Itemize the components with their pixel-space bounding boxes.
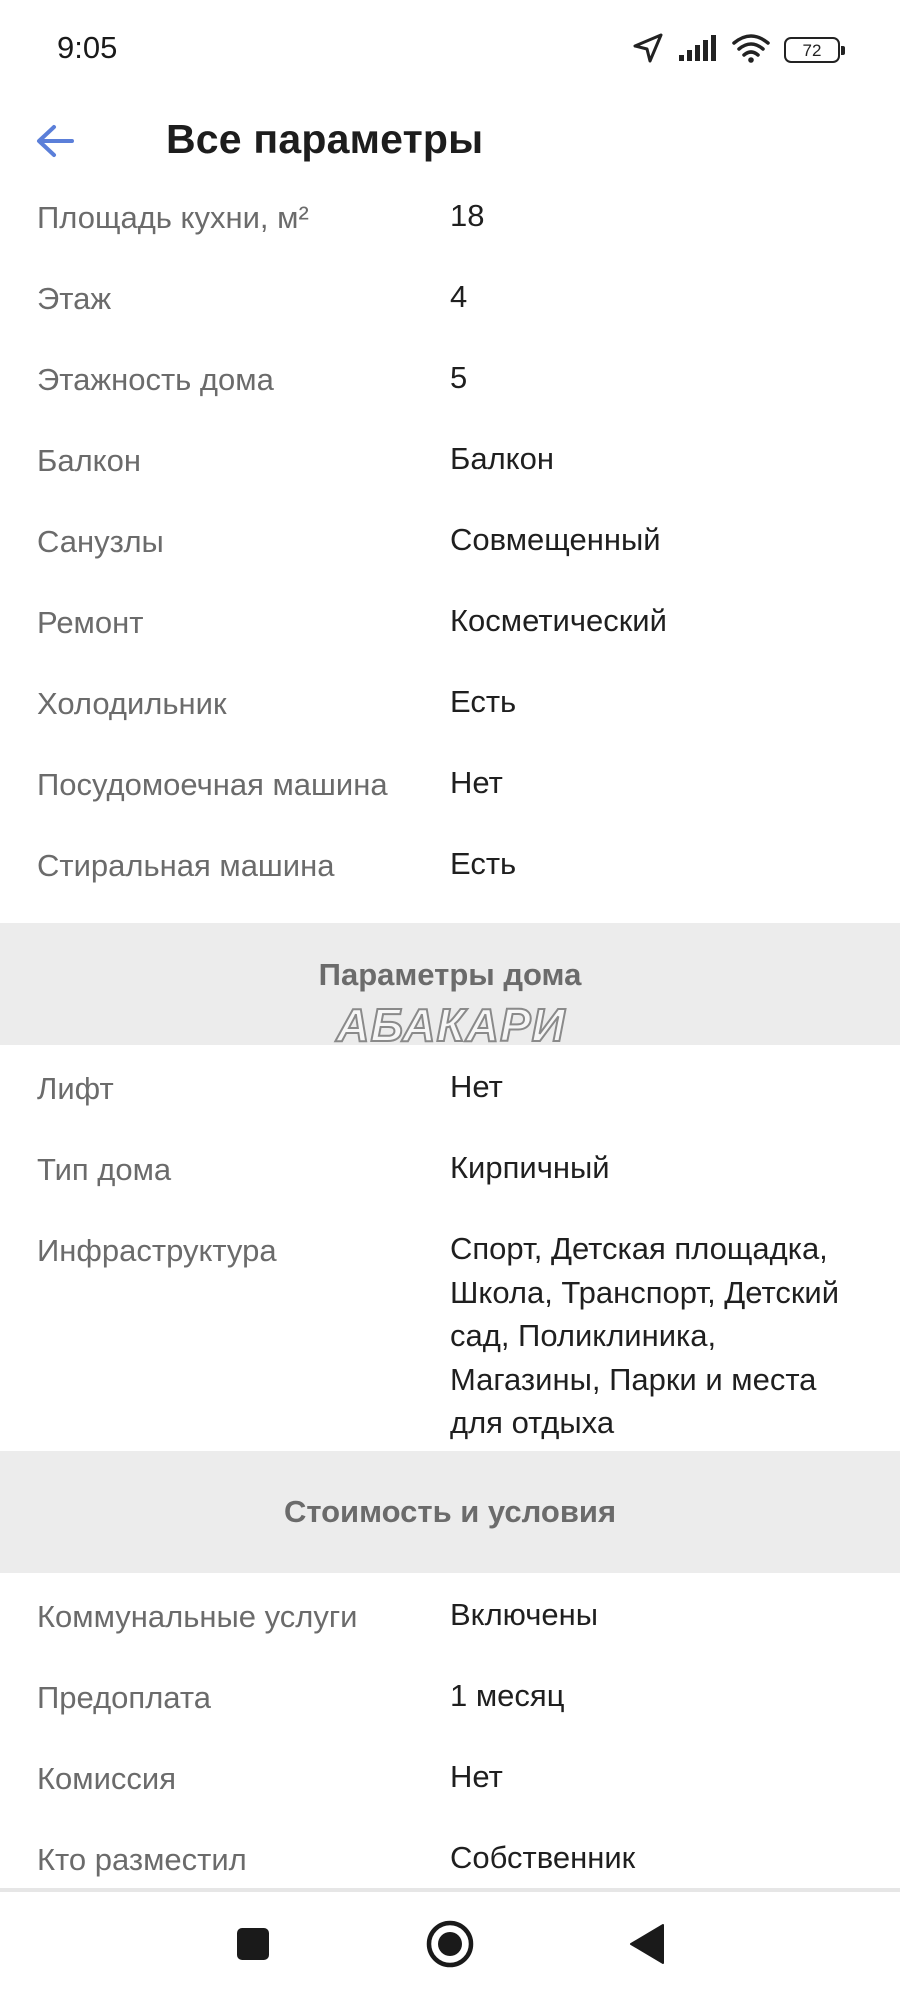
back-button[interactable] (22, 112, 88, 170)
system-nav-bar (0, 1892, 900, 2000)
param-value: Есть (450, 846, 517, 881)
parameters-list (0, 178, 900, 1901)
house-params-group (0, 1045, 900, 1451)
param-label: Кто разместил (37, 1842, 247, 1877)
recent-apps-button[interactable] (218, 1914, 288, 1974)
param-value: Нет (450, 765, 503, 800)
location-arrow-icon (632, 32, 664, 69)
back-triangle-icon (628, 1923, 666, 1965)
param-value: 5 (450, 360, 468, 395)
param-value: Кирпичный (450, 1150, 610, 1185)
param-label: Этажность дома (37, 362, 274, 397)
param-row (0, 1211, 900, 1451)
param-value: Собственник (450, 1840, 636, 1875)
param-label: Предоплата (37, 1680, 211, 1715)
param-label: Холодильник (37, 686, 227, 721)
param-label: Этаж (37, 281, 112, 316)
param-value: 18 (450, 198, 485, 233)
param-value: Спорт, Детская площадка, Школа, Транспорт, Детский сад, Поликлиника, Магазины, Парки и места для отдыха (450, 1231, 840, 1440)
param-label: Комиссия (37, 1761, 177, 1796)
battery-level: 72 (802, 40, 822, 60)
system-back-button[interactable] (612, 1914, 682, 1974)
param-row (0, 826, 900, 907)
param-value: Нет (450, 1069, 503, 1104)
param-row (0, 340, 900, 421)
battery-icon (784, 37, 840, 63)
param-label: Санузлы (37, 524, 164, 559)
status-bar (0, 0, 900, 100)
status-icons (632, 30, 840, 70)
param-value: Косметический (450, 603, 667, 638)
param-value: Есть (450, 684, 517, 719)
param-value: 1 месяц (450, 1678, 565, 1713)
app-bar (0, 100, 900, 182)
recent-apps-square-icon (236, 1927, 270, 1961)
param-row (0, 259, 900, 340)
param-value: Балкон (450, 441, 554, 476)
watermark-logo (300, 1001, 602, 1051)
param-label: Площадь кухни, м² (37, 200, 309, 235)
param-value: Включены (450, 1597, 599, 1632)
signal-icon (678, 34, 718, 67)
param-row (0, 502, 900, 583)
param-label: Инфраструктура (37, 1233, 277, 1268)
svg-text:АБАКАРИ: АБАКАРИ (336, 1001, 566, 1051)
param-row (0, 1130, 900, 1211)
param-label: Балкон (37, 443, 141, 478)
param-row (0, 1739, 900, 1820)
page-title: Все параметры (166, 116, 484, 162)
param-row (0, 745, 900, 826)
apartment-params-group (0, 178, 900, 907)
home-button[interactable] (415, 1914, 485, 1974)
param-label: Посудомоечная машина (37, 767, 388, 802)
param-label: Лифт (37, 1071, 114, 1106)
param-row (0, 178, 900, 259)
param-label: Тип дома (37, 1152, 172, 1187)
status-time: 9:05 (57, 30, 118, 65)
param-label: Стиральная машина (37, 848, 335, 883)
section-title: Стоимость и условия (283, 1494, 617, 1529)
param-value: Совмещенный (450, 522, 661, 557)
cost-params-group (0, 1573, 900, 1901)
param-value: 4 (450, 279, 468, 314)
param-row (0, 1049, 900, 1130)
param-row (0, 1658, 900, 1739)
wifi-icon (732, 33, 770, 68)
param-label: Коммунальные услуги (37, 1599, 358, 1634)
param-row (0, 1577, 900, 1658)
section-header-cost (0, 1451, 900, 1573)
section-header-house (0, 923, 900, 1051)
param-row (0, 583, 900, 664)
home-circle-icon (425, 1919, 475, 1969)
param-label: Ремонт (37, 605, 144, 640)
arrow-left-icon (35, 123, 75, 159)
param-value: Нет (450, 1759, 503, 1794)
section-title: Параметры дома (318, 957, 582, 992)
param-row (0, 421, 900, 502)
param-row (0, 664, 900, 745)
